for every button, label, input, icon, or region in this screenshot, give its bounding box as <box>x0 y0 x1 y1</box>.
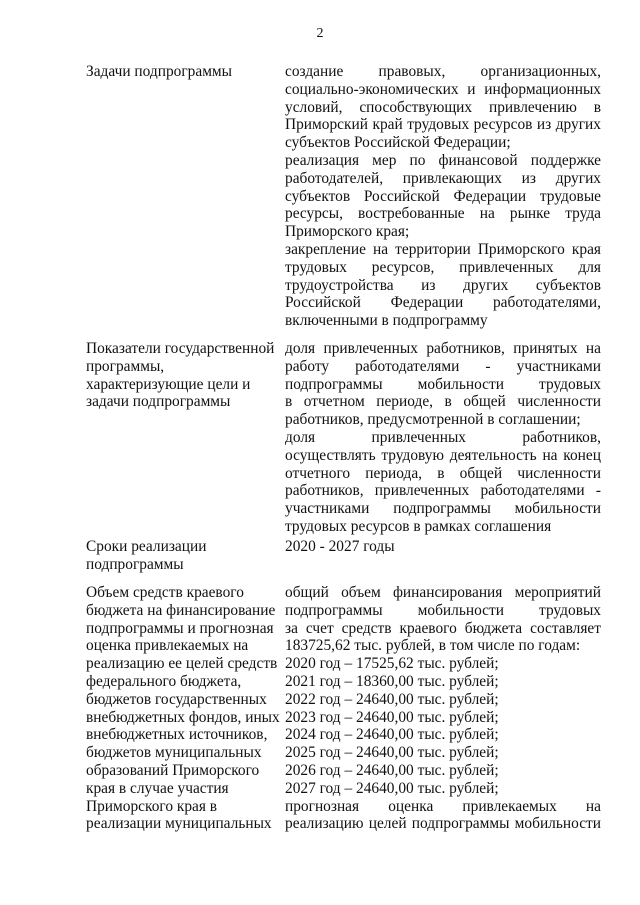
content-line: 2024 год – 24640,00 тыс. рублей; <box>285 726 499 744</box>
content-line: доля привлеченных работников, принятых на <box>285 340 601 357</box>
page-number: 2 <box>316 26 324 41</box>
label-line: образований Приморского <box>86 761 260 779</box>
label-line: бюджета на финансирование <box>86 601 276 619</box>
section-label <box>86 584 278 833</box>
content-line: за счет средств краевого бюджета составляет <box>285 619 601 637</box>
content-line: субъектов Российской Федерации трудовые <box>285 187 601 205</box>
content-line: условий, способствующих привлечению в <box>285 98 601 116</box>
content-line: создание правовых, организационных, <box>285 63 601 80</box>
content-line: Российской Федерации работодателями, <box>285 294 601 312</box>
content-line: прогнозная оценка привлекаемых на <box>285 797 601 815</box>
section-label <box>86 538 278 574</box>
label-line: характеризующие цели и <box>86 375 251 393</box>
content-line: субъектов Российской Федерации; <box>285 134 511 152</box>
content-line: реализация мер по финансовой поддержке <box>285 151 601 169</box>
section-label <box>86 340 278 411</box>
section-content <box>285 584 601 833</box>
content-line: 2020 - 2027 годы <box>285 538 395 555</box>
content-line: трудовых ресурсов в рамках соглашения <box>285 517 552 535</box>
content-line: социально-экономических и информационных <box>285 80 601 98</box>
section-content <box>285 340 601 536</box>
section-content <box>285 538 601 556</box>
content-line: участниками подпрограммы мобильности <box>285 500 601 518</box>
content-line: 2021 год – 18360,00 тыс. рублей; <box>285 672 499 690</box>
label-line: внебюджетных источников, <box>86 726 268 744</box>
label-line: реализацию ее целей средств <box>86 655 278 673</box>
content-line: осуществлять трудовую деятельность на конец <box>285 446 601 464</box>
content-line: подпрограммы мобильности трудовых <box>285 375 601 393</box>
content-line: отчетного периода, в общей численности <box>285 464 601 482</box>
content-line: общий объем финансирования мероприятий <box>285 584 601 601</box>
label-line: бюджетов муниципальных <box>86 744 262 762</box>
content-line: работодателей, привлекающих из других <box>285 169 601 187</box>
label-line: подпрограммы <box>86 555 184 573</box>
label-line: оценка привлекаемых на <box>86 637 249 655</box>
content-line: 2025 год – 24640,00 тыс. рублей; <box>285 744 499 762</box>
content-line: трудовых ресурсов, привлеченных для <box>285 258 601 276</box>
content-line: 2022 год – 24640,00 тыс. рублей; <box>285 690 499 708</box>
content-line: 183725,62 тыс. рублей, в том числе по годам: <box>285 637 581 655</box>
content-line: в отчетном периоде, в общей численности <box>285 393 601 411</box>
content-line: подпрограммы мобильности трудовых <box>285 601 601 619</box>
label-line: задачи подпрограммы <box>86 393 231 411</box>
content-line: 2020 год – 17525,62 тыс. рублей; <box>285 655 499 673</box>
label-line: Приморского края в <box>86 797 218 815</box>
content-line: 2023 год – 24640,00 тыс. рублей; <box>285 708 499 726</box>
label-line: бюджетов государственных <box>86 690 267 708</box>
content-line: включенными в подпрограмму <box>285 312 488 330</box>
content-line: работу работодателями - участниками <box>285 357 601 375</box>
content-line: закрепление на территории Приморского края <box>285 240 601 258</box>
section-label <box>86 63 278 81</box>
content-line: реализацию целей подпрограммы мобильности <box>285 815 601 833</box>
content-line: работников, привлеченных работодателями - <box>285 482 601 500</box>
label-line: Объем средств краевого <box>86 584 244 601</box>
label-line: реализации муниципальных <box>86 815 272 833</box>
content-line: трудоустройства из других субъектов <box>285 276 601 294</box>
label-line: федерального бюджета, <box>86 672 242 690</box>
content-line: Приморского края; <box>285 223 410 241</box>
label-line: подпрограммы и прогнозная <box>86 619 274 637</box>
content-line: 2026 год – 24640,00 тыс. рублей; <box>285 761 499 779</box>
content-line: работников, предусмотренной в соглашении; <box>285 411 581 429</box>
content-line: Приморский край трудовых ресурсов из других <box>285 116 601 134</box>
label-line: внебюджетных фондов, иных <box>86 708 280 726</box>
label-line: Сроки реализации <box>86 538 207 555</box>
label-line: программы, <box>86 357 165 375</box>
content-line: ресурсы, востребованные на рынке труда <box>285 205 601 223</box>
content-line: 2027 год – 24640,00 тыс. рублей; <box>285 779 499 797</box>
label-line: Показатели государственной <box>86 340 275 357</box>
label-line: края в случае участия <box>86 779 229 797</box>
label-line: Задачи подпрограммы <box>86 63 233 80</box>
content-line: доля привлеченных работников, <box>285 428 601 446</box>
section-content <box>285 63 601 330</box>
